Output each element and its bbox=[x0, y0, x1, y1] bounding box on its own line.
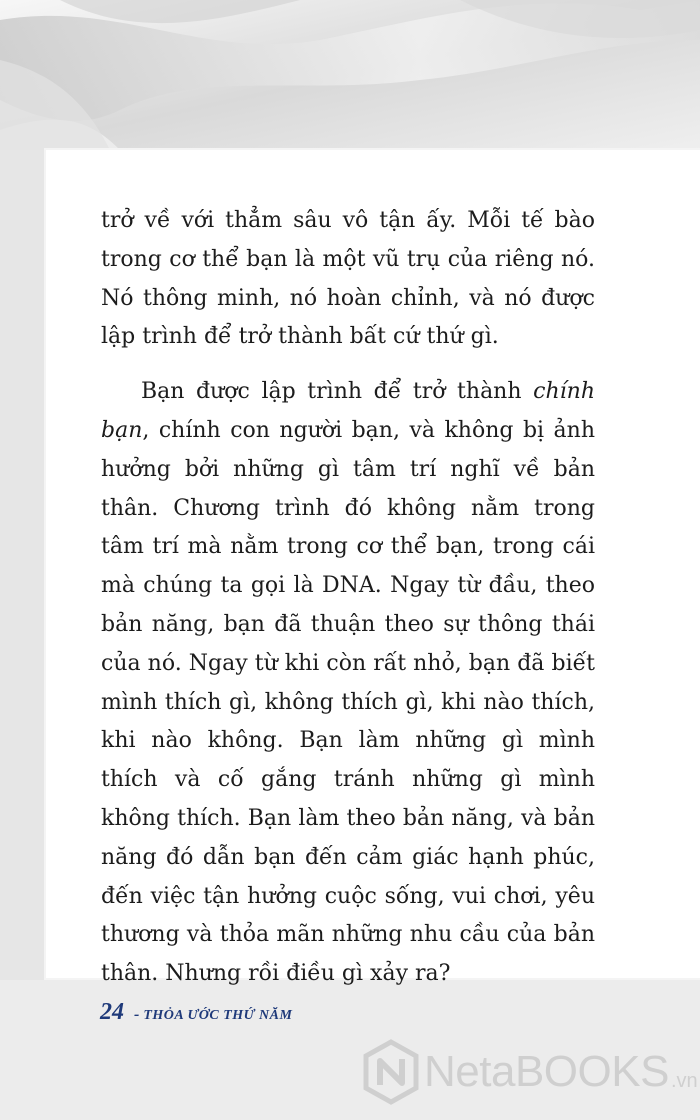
footer-separator: - bbox=[134, 1006, 140, 1023]
paragraph-2-lead: Bạn được lập trình để trở thành bbox=[141, 379, 534, 405]
page-footer bbox=[100, 999, 292, 1026]
paragraph-2-rest: , chính con người bạn, và không bị ảnh hưởng bởi những gì tâm trí nghĩ về bản thân. Chương trình đó không nằm trong tâm trí mà nằm trong cơ thể bạn, trong cái mà chúng ta gọi là DNA. Ngay từ đầu, theo bản năng, bạn đã thuận theo sự thông thái của nó. Ngay từ khi còn rất nhỏ, bạn đã biết mình thích gì, không thích gì, khi nào thích, khi nào không. Bạn làm những gì mình thích và cố gắng tránh những gì mình không thích. Bạn làm theo bản năng, và bản năng đó dẫn bạn đến cảm giác hạnh phúc, đến việc tận hưởng cuộc sống, vui chơi, yêu thương và thỏa mãn những nhu cầu của bản thân. Nhưng rồi điều gì xảy ra? bbox=[101, 417, 595, 987]
chapter-title: THỎA ƯỚC THỨ NĂM bbox=[143, 1008, 293, 1023]
page-number: 24 bbox=[100, 999, 124, 1025]
watermark-tld: .vn bbox=[670, 1069, 698, 1092]
netabooks-watermark bbox=[362, 1034, 700, 1110]
paragraph-2-emphasis: chính bạn bbox=[101, 379, 595, 443]
netabooks-logo-icon bbox=[362, 1039, 420, 1105]
paragraph-1: trở về với thẳm sâu vô tận ấy. Mỗi tế bào trong cơ thể bạn là một vũ trụ của riêng nó. Nó thông minh, nó hoàn chỉnh, và nó được lập trình để trở thành bất cứ thứ gì. bbox=[101, 208, 595, 350]
paragraph-2 bbox=[101, 373, 595, 994]
body-text bbox=[101, 202, 595, 994]
watermark-brand: NetaBOOKS bbox=[424, 1047, 669, 1096]
